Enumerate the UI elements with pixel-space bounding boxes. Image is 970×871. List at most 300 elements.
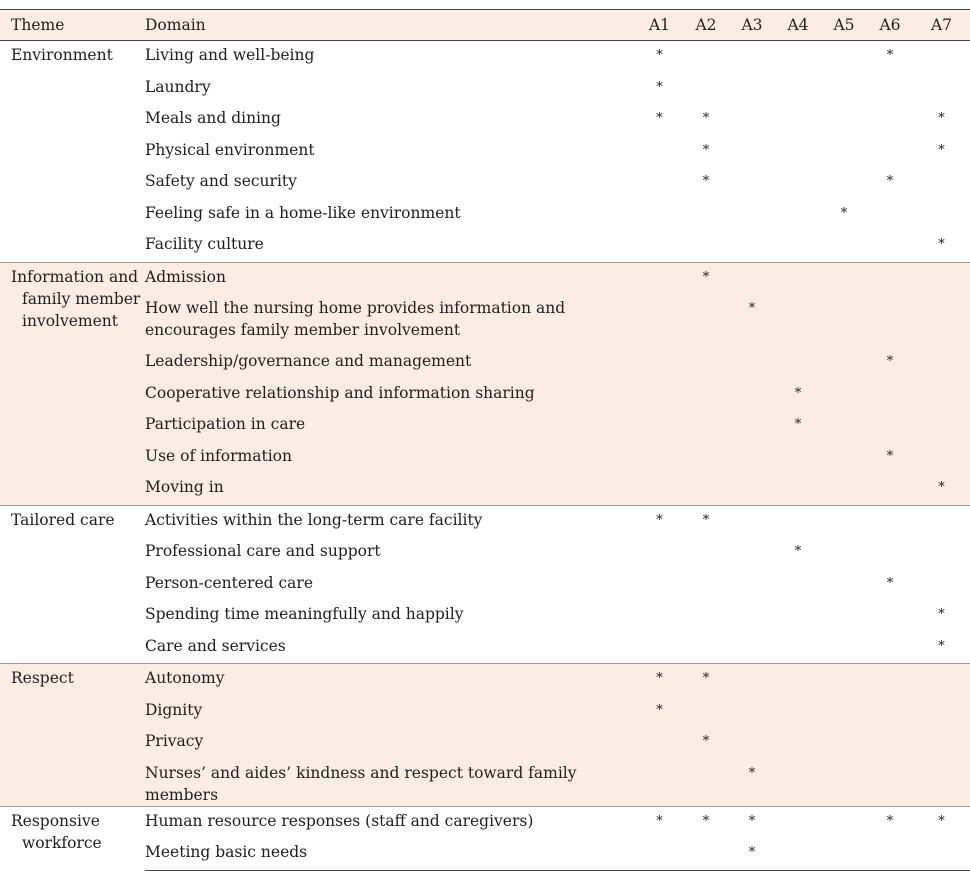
asterisk-mark: * bbox=[656, 111, 663, 126]
table-row bbox=[0, 759, 970, 807]
mark-cell-a3 bbox=[729, 569, 775, 601]
domain-cell bbox=[145, 600, 636, 632]
mark-cell-a2 bbox=[683, 167, 729, 199]
domain-cell bbox=[145, 262, 636, 294]
table-row bbox=[0, 294, 970, 347]
mark-cell-a7 bbox=[913, 727, 970, 759]
mark-cell-a4 bbox=[775, 167, 821, 199]
asterisk-mark: * bbox=[794, 417, 802, 432]
domain-cell bbox=[145, 632, 636, 664]
domain-label: Safety and security bbox=[145, 172, 297, 190]
domain-cell bbox=[145, 696, 636, 728]
asterisk-mark: * bbox=[938, 237, 945, 252]
mark-cell-a5 bbox=[821, 379, 867, 411]
theme-label: Information and bbox=[11, 267, 139, 286]
mark-cell-a1 bbox=[636, 41, 683, 73]
mark-cell-a3 bbox=[729, 806, 775, 838]
mark-cell-a3 bbox=[729, 262, 775, 294]
mark-cell-a4 bbox=[775, 104, 821, 136]
asterisk-mark: * bbox=[886, 48, 894, 63]
col-header-a3: A3 bbox=[729, 10, 775, 41]
domain-cell bbox=[145, 199, 636, 231]
domain-label: Facility culture bbox=[145, 235, 264, 253]
mark-cell-a5 bbox=[821, 838, 867, 870]
mark-cell-a4 bbox=[775, 696, 821, 728]
domain-cell bbox=[145, 806, 636, 838]
col-header-a2: A2 bbox=[683, 10, 729, 41]
mark-cell-a7 bbox=[913, 136, 970, 168]
domain-cell bbox=[145, 294, 636, 347]
mark-cell-a4 bbox=[775, 838, 821, 870]
mark-cell-a4 bbox=[775, 505, 821, 537]
mark-cell-a3 bbox=[729, 294, 775, 347]
asterisk-mark: * bbox=[938, 638, 945, 654]
mark-cell-a4 bbox=[775, 473, 821, 505]
mark-cell-a3 bbox=[729, 632, 775, 664]
header-row bbox=[0, 10, 970, 41]
mark-cell-a3 bbox=[729, 73, 775, 105]
domain-label: Meals and dining bbox=[145, 109, 281, 127]
mark-cell-a2 bbox=[683, 442, 729, 474]
table-row bbox=[0, 41, 970, 73]
mark-cell-a3 bbox=[729, 167, 775, 199]
mark-cell-a6 bbox=[867, 73, 913, 105]
asterisk-mark: * bbox=[702, 142, 710, 158]
asterisk-mark: * bbox=[886, 575, 894, 591]
mark-cell-a2 bbox=[683, 505, 729, 537]
domain-cell bbox=[145, 167, 636, 199]
mark-cell-a4 bbox=[775, 41, 821, 73]
mark-cell-a6 bbox=[867, 537, 913, 569]
mark-cell-a2 bbox=[683, 294, 729, 347]
mark-cell-a3 bbox=[729, 664, 775, 696]
mark-cell-a5 bbox=[821, 505, 867, 537]
domain-label: Dignity bbox=[145, 700, 203, 719]
mark-cell-a1 bbox=[636, 73, 683, 105]
table-row bbox=[0, 262, 970, 294]
mark-cell-a7 bbox=[913, 569, 970, 601]
domain-label: Leadership/governance and management bbox=[145, 352, 472, 370]
table-row bbox=[0, 347, 970, 379]
mark-cell-a7 bbox=[913, 73, 970, 105]
table-row bbox=[0, 73, 970, 105]
table-row bbox=[0, 379, 970, 411]
mark-cell-a4 bbox=[775, 199, 821, 231]
mark-cell-a1 bbox=[636, 473, 683, 505]
mark-cell-a3 bbox=[729, 696, 775, 728]
mark-cell-a1 bbox=[636, 136, 683, 168]
theme-label: Environment bbox=[11, 46, 113, 64]
mark-cell-a3 bbox=[729, 505, 775, 537]
table-row bbox=[0, 167, 970, 199]
mark-cell-a3 bbox=[729, 600, 775, 632]
mark-cell-a4 bbox=[775, 537, 821, 569]
mark-cell-a7 bbox=[913, 294, 970, 347]
asterisk-mark: * bbox=[886, 813, 894, 829]
theme-label: workforce bbox=[22, 833, 102, 852]
col-header-a4: A4 bbox=[775, 10, 821, 41]
domain-header: Domain bbox=[145, 10, 636, 41]
mark-cell-a7 bbox=[913, 759, 970, 807]
domain-cell bbox=[145, 569, 636, 601]
mark-cell-a5 bbox=[821, 696, 867, 728]
mark-cell-a2 bbox=[683, 104, 729, 136]
domain-label: How well the nursing home provides information and bbox=[145, 299, 566, 317]
mark-cell-a7 bbox=[913, 838, 970, 870]
mark-cell-a4 bbox=[775, 632, 821, 664]
mark-cell-a6 bbox=[867, 199, 913, 231]
mark-cell-a5 bbox=[821, 104, 867, 136]
mark-cell-a5 bbox=[821, 759, 867, 807]
col-header-a1: A1 bbox=[636, 10, 683, 41]
mark-cell-a6 bbox=[867, 473, 913, 505]
domain-label: Meeting basic needs bbox=[145, 843, 308, 861]
mark-cell-a6 bbox=[867, 569, 913, 601]
theme-header: Theme bbox=[0, 10, 145, 41]
mark-cell-a6 bbox=[867, 806, 913, 838]
theme-cell bbox=[0, 41, 145, 263]
mark-cell-a5 bbox=[821, 806, 867, 838]
table-row bbox=[0, 473, 970, 505]
mark-cell-a7 bbox=[913, 41, 970, 73]
asterisk-mark: * bbox=[748, 765, 756, 781]
asterisk-mark: * bbox=[886, 174, 894, 189]
domain-label: Admission bbox=[145, 267, 226, 286]
mark-cell-a1 bbox=[636, 294, 683, 347]
mark-cell-a6 bbox=[867, 664, 913, 696]
asterisk-mark: * bbox=[794, 544, 802, 559]
asterisk-mark: * bbox=[840, 205, 848, 221]
mark-cell-a1 bbox=[636, 379, 683, 411]
mark-cell-a4 bbox=[775, 73, 821, 105]
asterisk-mark: * bbox=[656, 512, 663, 528]
mark-cell-a7 bbox=[913, 664, 970, 696]
domain-cell bbox=[145, 230, 636, 262]
mark-cell-a6 bbox=[867, 136, 913, 168]
mark-cell-a6 bbox=[867, 632, 913, 664]
domain-label: encourages family member involvement bbox=[145, 321, 461, 339]
domain-label: Moving in bbox=[145, 478, 224, 496]
domain-cell bbox=[145, 410, 636, 442]
domain-cell bbox=[145, 347, 636, 379]
mark-cell-a7 bbox=[913, 632, 970, 664]
asterisk-mark: * bbox=[702, 174, 710, 189]
table-body bbox=[0, 41, 970, 871]
mark-cell-a7 bbox=[913, 600, 970, 632]
table-row bbox=[0, 199, 970, 231]
mark-cell-a3 bbox=[729, 727, 775, 759]
col-header-a6: A6 bbox=[867, 10, 913, 41]
mark-cell-a4 bbox=[775, 136, 821, 168]
mark-cell-a1 bbox=[636, 632, 683, 664]
mark-cell-a1 bbox=[636, 230, 683, 262]
mark-cell-a4 bbox=[775, 294, 821, 347]
domain-cell bbox=[145, 727, 636, 759]
mark-cell-a3 bbox=[729, 136, 775, 168]
mark-cell-a4 bbox=[775, 664, 821, 696]
mark-cell-a7 bbox=[913, 505, 970, 537]
domain-label: Spending time meaningfully and happily bbox=[145, 605, 464, 623]
asterisk-mark: * bbox=[886, 354, 894, 369]
mark-cell-a1 bbox=[636, 569, 683, 601]
mark-cell-a5 bbox=[821, 664, 867, 696]
mark-cell-a1 bbox=[636, 838, 683, 870]
asterisk-mark: * bbox=[938, 480, 945, 495]
col-header-a7: A7 bbox=[913, 10, 970, 41]
table-row bbox=[0, 632, 970, 664]
domain-cell bbox=[145, 664, 636, 696]
mark-cell-a4 bbox=[775, 442, 821, 474]
table-row bbox=[0, 569, 970, 601]
mark-cell-a4 bbox=[775, 230, 821, 262]
mark-cell-a1 bbox=[636, 167, 683, 199]
mark-cell-a7 bbox=[913, 199, 970, 231]
domain-label: Autonomy bbox=[145, 669, 225, 687]
asterisk-mark: * bbox=[656, 671, 663, 686]
mark-cell-a7 bbox=[913, 696, 970, 728]
mark-cell-a6 bbox=[867, 167, 913, 199]
mark-cell-a1 bbox=[636, 664, 683, 696]
mark-cell-a5 bbox=[821, 230, 867, 262]
mark-cell-a1 bbox=[636, 727, 683, 759]
mark-cell-a3 bbox=[729, 759, 775, 807]
table-row bbox=[0, 104, 970, 136]
table-row bbox=[0, 806, 970, 838]
mark-cell-a3 bbox=[729, 379, 775, 411]
mark-cell-a4 bbox=[775, 262, 821, 294]
mark-cell-a1 bbox=[636, 537, 683, 569]
mark-cell-a4 bbox=[775, 600, 821, 632]
domain-cell bbox=[145, 136, 636, 168]
mark-cell-a6 bbox=[867, 727, 913, 759]
mark-cell-a5 bbox=[821, 442, 867, 474]
mark-cell-a2 bbox=[683, 473, 729, 505]
domain-label: Activities within the long-term care facility bbox=[145, 510, 483, 529]
mark-cell-a5 bbox=[821, 167, 867, 199]
asterisk-mark: * bbox=[656, 48, 663, 63]
theme-cell bbox=[0, 262, 145, 505]
mark-cell-a5 bbox=[821, 262, 867, 294]
asterisk-mark: * bbox=[702, 734, 710, 749]
mark-cell-a2 bbox=[683, 806, 729, 838]
theme-cell bbox=[0, 505, 145, 664]
col-header-a5: A5 bbox=[821, 10, 867, 41]
asterisk-mark: * bbox=[656, 813, 663, 829]
mark-cell-a5 bbox=[821, 136, 867, 168]
mark-cell-a6 bbox=[867, 347, 913, 379]
mark-cell-a6 bbox=[867, 230, 913, 262]
mark-cell-a1 bbox=[636, 347, 683, 379]
domain-cell bbox=[145, 537, 636, 569]
domain-label: Physical environment bbox=[145, 140, 315, 159]
mark-cell-a6 bbox=[867, 294, 913, 347]
themes-domains-table bbox=[0, 9, 970, 871]
table-row bbox=[0, 505, 970, 537]
mark-cell-a3 bbox=[729, 347, 775, 379]
mark-cell-a2 bbox=[683, 347, 729, 379]
mark-cell-a6 bbox=[867, 262, 913, 294]
mark-cell-a7 bbox=[913, 262, 970, 294]
mark-cell-a2 bbox=[683, 838, 729, 870]
mark-cell-a1 bbox=[636, 759, 683, 807]
mark-cell-a1 bbox=[636, 505, 683, 537]
domain-label: Human resource responses (staff and caregivers) bbox=[145, 811, 534, 830]
mark-cell-a3 bbox=[729, 473, 775, 505]
asterisk-mark: * bbox=[938, 813, 945, 829]
mark-cell-a7 bbox=[913, 537, 970, 569]
asterisk-mark: * bbox=[702, 813, 710, 829]
asterisk-mark: * bbox=[938, 111, 945, 126]
mark-cell-a2 bbox=[683, 600, 729, 632]
domain-cell bbox=[145, 41, 636, 73]
mark-cell-a3 bbox=[729, 104, 775, 136]
domain-label: Feeling safe in a home-like environment bbox=[145, 203, 461, 222]
asterisk-mark: * bbox=[702, 671, 710, 686]
mark-cell-a2 bbox=[683, 262, 729, 294]
mark-cell-a5 bbox=[821, 600, 867, 632]
domain-cell bbox=[145, 73, 636, 105]
mark-cell-a7 bbox=[913, 104, 970, 136]
mark-cell-a7 bbox=[913, 442, 970, 474]
mark-cell-a7 bbox=[913, 167, 970, 199]
asterisk-mark: * bbox=[748, 813, 756, 829]
table-row bbox=[0, 230, 970, 262]
mark-cell-a2 bbox=[683, 41, 729, 73]
mark-cell-a1 bbox=[636, 696, 683, 728]
asterisk-mark: * bbox=[938, 142, 945, 158]
mark-cell-a2 bbox=[683, 569, 729, 601]
mark-cell-a2 bbox=[683, 696, 729, 728]
asterisk-mark: * bbox=[938, 607, 945, 622]
table-row bbox=[0, 727, 970, 759]
mark-cell-a3 bbox=[729, 410, 775, 442]
asterisk-mark: * bbox=[656, 702, 663, 718]
domain-cell bbox=[145, 473, 636, 505]
asterisk-mark: * bbox=[794, 385, 802, 401]
mark-cell-a3 bbox=[729, 230, 775, 262]
theme-label: involvement bbox=[22, 311, 118, 330]
theme-label: Tailored care bbox=[11, 510, 115, 529]
mark-cell-a6 bbox=[867, 696, 913, 728]
mark-cell-a5 bbox=[821, 473, 867, 505]
mark-cell-a4 bbox=[775, 759, 821, 807]
domain-label: Person-centered care bbox=[145, 573, 313, 592]
mark-cell-a7 bbox=[913, 806, 970, 838]
mark-cell-a6 bbox=[867, 600, 913, 632]
mark-cell-a4 bbox=[775, 806, 821, 838]
theme-label: Respect bbox=[11, 669, 74, 687]
table-row bbox=[0, 696, 970, 728]
table-row bbox=[0, 136, 970, 168]
mark-cell-a3 bbox=[729, 41, 775, 73]
domain-cell bbox=[145, 759, 636, 807]
mark-cell-a7 bbox=[913, 230, 970, 262]
mark-cell-a6 bbox=[867, 838, 913, 870]
mark-cell-a3 bbox=[729, 537, 775, 569]
mark-cell-a2 bbox=[683, 379, 729, 411]
domain-label: Cooperative relationship and information sharing bbox=[145, 383, 535, 402]
domain-cell bbox=[145, 104, 636, 136]
table-row bbox=[0, 537, 970, 569]
theme-label: Responsive bbox=[11, 811, 100, 830]
mark-cell-a2 bbox=[683, 73, 729, 105]
mark-cell-a2 bbox=[683, 537, 729, 569]
mark-cell-a2 bbox=[683, 199, 729, 231]
mark-cell-a1 bbox=[636, 410, 683, 442]
mark-cell-a1 bbox=[636, 806, 683, 838]
mark-cell-a5 bbox=[821, 199, 867, 231]
mark-cell-a7 bbox=[913, 410, 970, 442]
mark-cell-a4 bbox=[775, 347, 821, 379]
mark-cell-a5 bbox=[821, 41, 867, 73]
domain-label: Privacy bbox=[145, 732, 204, 750]
table-row bbox=[0, 838, 970, 870]
table-row bbox=[0, 442, 970, 474]
domain-label: Laundry bbox=[145, 77, 211, 96]
mark-cell-a2 bbox=[683, 664, 729, 696]
mark-cell-a2 bbox=[683, 410, 729, 442]
mark-cell-a5 bbox=[821, 73, 867, 105]
mark-cell-a1 bbox=[636, 442, 683, 474]
table-row bbox=[0, 664, 970, 696]
mark-cell-a6 bbox=[867, 759, 913, 807]
mark-cell-a1 bbox=[636, 104, 683, 136]
domain-cell bbox=[145, 379, 636, 411]
mark-cell-a7 bbox=[913, 473, 970, 505]
mark-cell-a6 bbox=[867, 41, 913, 73]
domain-cell bbox=[145, 505, 636, 537]
asterisk-mark: * bbox=[748, 845, 756, 860]
mark-cell-a6 bbox=[867, 442, 913, 474]
domain-label: Living and well-being bbox=[145, 46, 315, 64]
mark-cell-a5 bbox=[821, 294, 867, 347]
mark-cell-a1 bbox=[636, 600, 683, 632]
mark-cell-a3 bbox=[729, 838, 775, 870]
mark-cell-a2 bbox=[683, 136, 729, 168]
mark-cell-a6 bbox=[867, 505, 913, 537]
mark-cell-a2 bbox=[683, 759, 729, 807]
table-row bbox=[0, 600, 970, 632]
asterisk-mark: * bbox=[702, 269, 710, 285]
mark-cell-a6 bbox=[867, 104, 913, 136]
mark-cell-a5 bbox=[821, 632, 867, 664]
domain-label: Participation in care bbox=[145, 415, 306, 433]
mark-cell-a5 bbox=[821, 347, 867, 379]
table-row bbox=[0, 410, 970, 442]
mark-cell-a5 bbox=[821, 569, 867, 601]
mark-cell-a6 bbox=[867, 379, 913, 411]
theme-cell bbox=[0, 806, 145, 870]
domain-cell bbox=[145, 838, 636, 870]
domain-label: Care and services bbox=[145, 636, 286, 655]
mark-cell-a2 bbox=[683, 632, 729, 664]
domain-label: Professional care and support bbox=[145, 542, 381, 560]
mark-cell-a4 bbox=[775, 410, 821, 442]
mark-cell-a7 bbox=[913, 347, 970, 379]
theme-label: family member bbox=[22, 289, 141, 308]
mark-cell-a1 bbox=[636, 262, 683, 294]
domain-cell bbox=[145, 442, 636, 474]
domain-label: Use of information bbox=[145, 446, 292, 465]
mark-cell-a1 bbox=[636, 199, 683, 231]
mark-cell-a2 bbox=[683, 230, 729, 262]
mark-cell-a3 bbox=[729, 199, 775, 231]
asterisk-mark: * bbox=[702, 111, 710, 126]
mark-cell-a5 bbox=[821, 727, 867, 759]
asterisk-mark: * bbox=[748, 301, 756, 316]
domain-label: Nurses’ and aides’ kindness and respect toward family members bbox=[145, 763, 577, 804]
mark-cell-a5 bbox=[821, 537, 867, 569]
